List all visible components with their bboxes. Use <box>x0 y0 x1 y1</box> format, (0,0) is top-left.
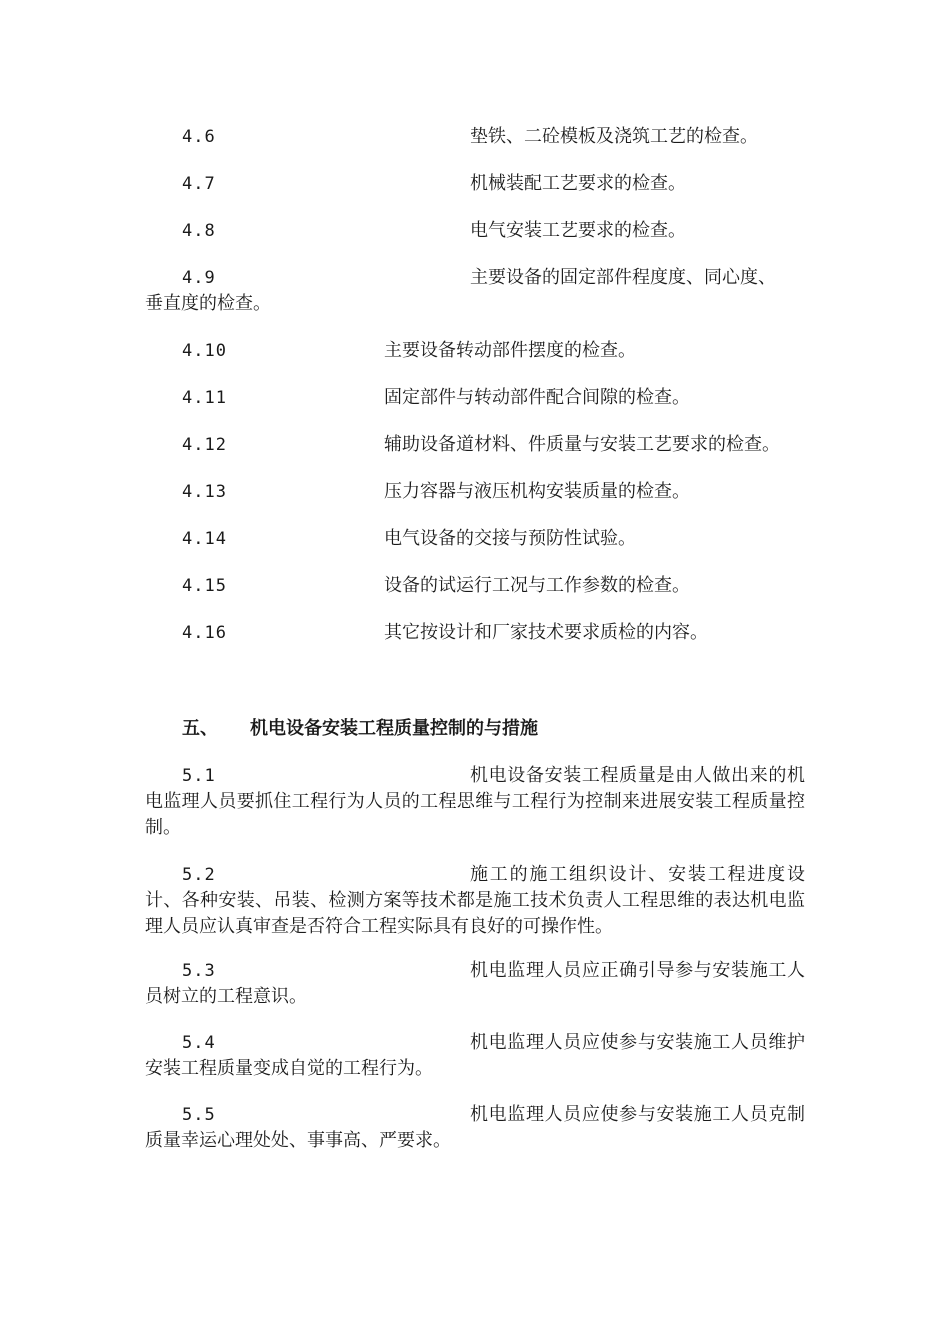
item-paragraph: 机电监理人员应使参与安装施工人员维护安装工程质量变成自觉的工程行为。 <box>145 1032 805 1079</box>
item-text: 压力容器与液压机构安装质量的检查。 <box>384 481 690 502</box>
item-number: 5.2 <box>182 865 216 885</box>
item-text: 其它按设计和厂家技术要求质检的内容。 <box>384 622 708 643</box>
item-text: 电气设备的交接与预防性试验。 <box>384 528 636 549</box>
item-text: 机械装配工艺要求的检查。 <box>470 173 686 194</box>
item-text-line1: 主要设备的固定部件程度度、同心度、 <box>470 267 776 288</box>
item-number: 4.14 <box>182 529 227 549</box>
item-text: 电气安装工艺要求的检查。 <box>470 220 686 241</box>
item-number: 4.16 <box>182 623 227 643</box>
item-number: 4.12 <box>182 435 227 455</box>
item-paragraph: 施工的施工组织设计、安装工程进度设计、各种安装、吊装、检测方案等技术都是施工技术负责人工程思维的表达机电监理人员应认真审查是否符合工程实际具有良好的可操作性。 <box>145 864 805 937</box>
item-text: 固定部件与转动部件配合间隙的检查。 <box>384 387 690 408</box>
item-number: 4.6 <box>182 127 216 147</box>
item-number: 4.7 <box>182 174 216 194</box>
item-number: 4.11 <box>182 388 227 408</box>
item-number: 4.8 <box>182 221 216 241</box>
item-paragraph: 机电监理人员应正确引导参与安装施工人员树立的工程意识。 <box>145 960 805 1007</box>
item-paragraph: 机电设备安装工程质量是由人做出来的机电监理人员要抓住工程行为人员的工程思维与工程行为控制来进展安装工程质量控制。 <box>145 765 805 838</box>
section-heading <box>182 716 538 742</box>
item-text-line2: 垂直度的检查。 <box>145 293 271 314</box>
item-number: 4.9 <box>182 268 216 288</box>
section-heading-number: 五、 <box>182 718 218 739</box>
item-text: 辅助设备道材料、件质量与安装工艺要求的检查。 <box>384 434 780 455</box>
item-number: 5.5 <box>182 1105 216 1125</box>
item-text: 设备的试运行工况与工作参数的检查。 <box>384 575 690 596</box>
item-number: 4.10 <box>182 341 227 361</box>
item-number: 5.3 <box>182 961 216 981</box>
item-paragraph: 机电监理人员应使参与安装施工人员克制质量幸运心理处处、事事高、严要求。 <box>145 1104 805 1151</box>
item-number: 4.13 <box>182 482 227 502</box>
item-number: 5.4 <box>182 1033 216 1053</box>
item-number: 5.1 <box>182 766 216 786</box>
item-text: 主要设备转动部件摆度的检查。 <box>384 340 636 361</box>
section-heading-title: 机电设备安装工程质量控制的与措施 <box>250 718 538 739</box>
item-number: 4.15 <box>182 576 227 596</box>
item-text: 垫铁、二砼模板及浇筑工艺的检查。 <box>470 126 758 147</box>
